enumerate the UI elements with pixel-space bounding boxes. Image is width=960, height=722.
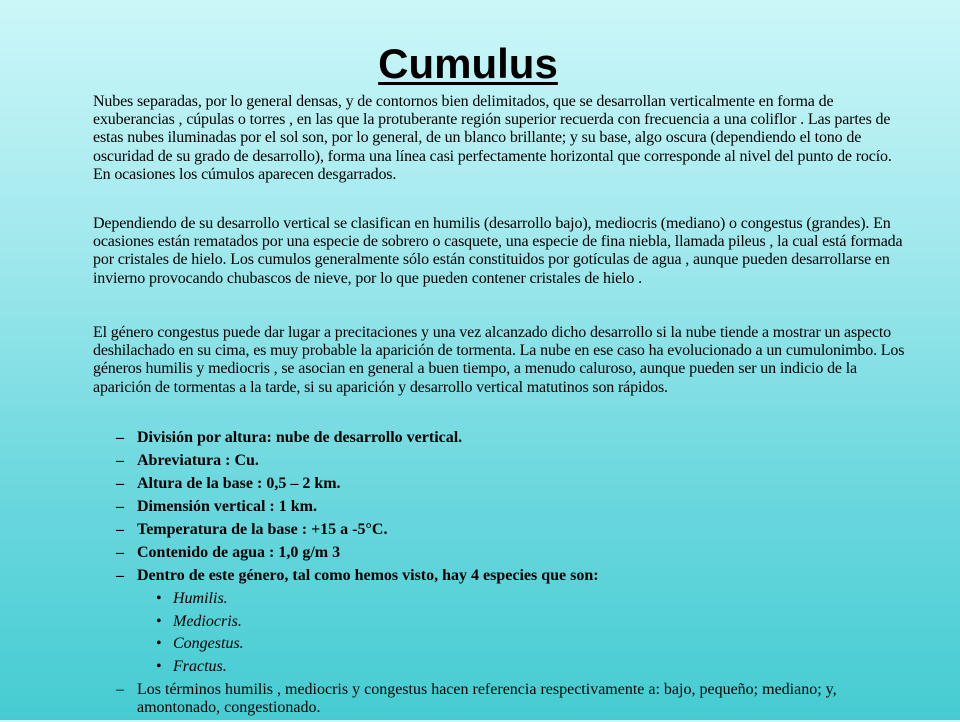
paragraph-classification: Dependiendo de su desarrollo vertical se clasifican en humilis (desarrollo bajo), mediocris (mediano) o congestus (grandes). En ocasiones están rematados por una especie de sobrero o casquete, una especie de fina niebla, llamada pileus , la cual está formada por cristales de hielo. Los cumulos generalmente sólo están constituidos por gotículas de agua , aunque pueden desarrollarse en invierno provocando chubascos de nieve, por lo que pueden contener cristales de hielo . (93, 215, 903, 287)
facts-list (116, 429, 916, 722)
species-text: Humilis. (173, 590, 228, 607)
bullet-marker: • (156, 635, 162, 653)
fact-item-abbreviation (116, 452, 916, 470)
dash-marker: – (116, 475, 124, 492)
paragraph-description: Nubes separadas, por lo general densas, y de contornos bien delimitados, que se desarrollan verticalmente en forma de exuberancias , cúpulas o torres , en las que la protuberante región superior recuerda con frecuencia a una coliflor . Las partes de estas nubes iluminadas por el sol son, por lo general, de un blanco brillante; y su base, algo oscura (dependiendo el tono de oscuridad de su grado de desarrollo), forma una línea casi perfectamente horizontal que corresponde al nivel del punto de rocío. En ocasiones los cúmulos aparecen desgarrados. (93, 93, 892, 183)
dash-marker: – (116, 498, 124, 515)
dash-marker: – (116, 521, 124, 538)
dash-marker: – (116, 681, 124, 699)
fact-text: División por altura: nube de desarrollo vertical. (137, 429, 463, 446)
fact-item-vertical-dimension (116, 498, 916, 516)
fact-item-division (116, 429, 916, 447)
closing-item (116, 681, 916, 717)
species-item-humilis (156, 590, 916, 608)
fact-text: Contenido de agua : 1,0 g/m 3 (137, 544, 341, 561)
species-text: Congestus. (173, 635, 244, 653)
species-list (137, 590, 916, 676)
fact-text: Dimensión vertical : 1 km. (137, 498, 317, 515)
species-item-mediocris (156, 613, 916, 631)
closing-text: Los términos humilis , mediocris y congestus hacen referencia respectivamente a: bajo, pequeño; mediano; y, amontonado, congestionado. (137, 681, 837, 717)
fact-item-base-temperature (116, 521, 916, 539)
bullet-marker: • (156, 590, 162, 607)
fact-text: Temperatura de la base : +15 a -5°C. (137, 521, 388, 538)
fact-text: Abreviatura : Cu. (137, 452, 259, 469)
fact-item-water-content (116, 544, 916, 562)
fact-item-species (116, 567, 916, 676)
dash-marker: – (116, 429, 124, 446)
species-text: Fractus. (173, 658, 227, 676)
bullet-marker: • (156, 612, 162, 630)
dash-marker: – (116, 544, 124, 561)
dash-marker: – (116, 452, 124, 469)
fact-text: Altura de la base : 0,5 – 2 km. (137, 475, 341, 492)
species-item-congestus (156, 635, 916, 653)
species-text: Mediocris. (173, 612, 242, 630)
bullet-marker: • (156, 658, 162, 676)
paragraph-congestus: El género congestus puede dar lugar a precitaciones y una vez alcanzado dicho desarrollo si la nube tiende a mostrar un aspecto deshilachado en su cima, es muy probable la aparición de tormenta. La nube en ese caso ha evolucionado a un cumulonimbo. Los géneros humilis y mediocris , se asocian en general a buen tiempo, a menudo caluroso, aunque pueden ser un indicio de la aparición de tormentas a la tarde, si su aparición y desarrollo vertical matutinos son rápidos. (93, 324, 905, 396)
dash-marker: – (116, 567, 124, 584)
slide-title: Cumulus (378, 40, 558, 87)
fact-text: Dentro de este género, tal como hemos visto, hay 4 especies que son: (137, 567, 599, 584)
fact-item-base-height (116, 475, 916, 493)
species-item-fractus (156, 658, 916, 676)
